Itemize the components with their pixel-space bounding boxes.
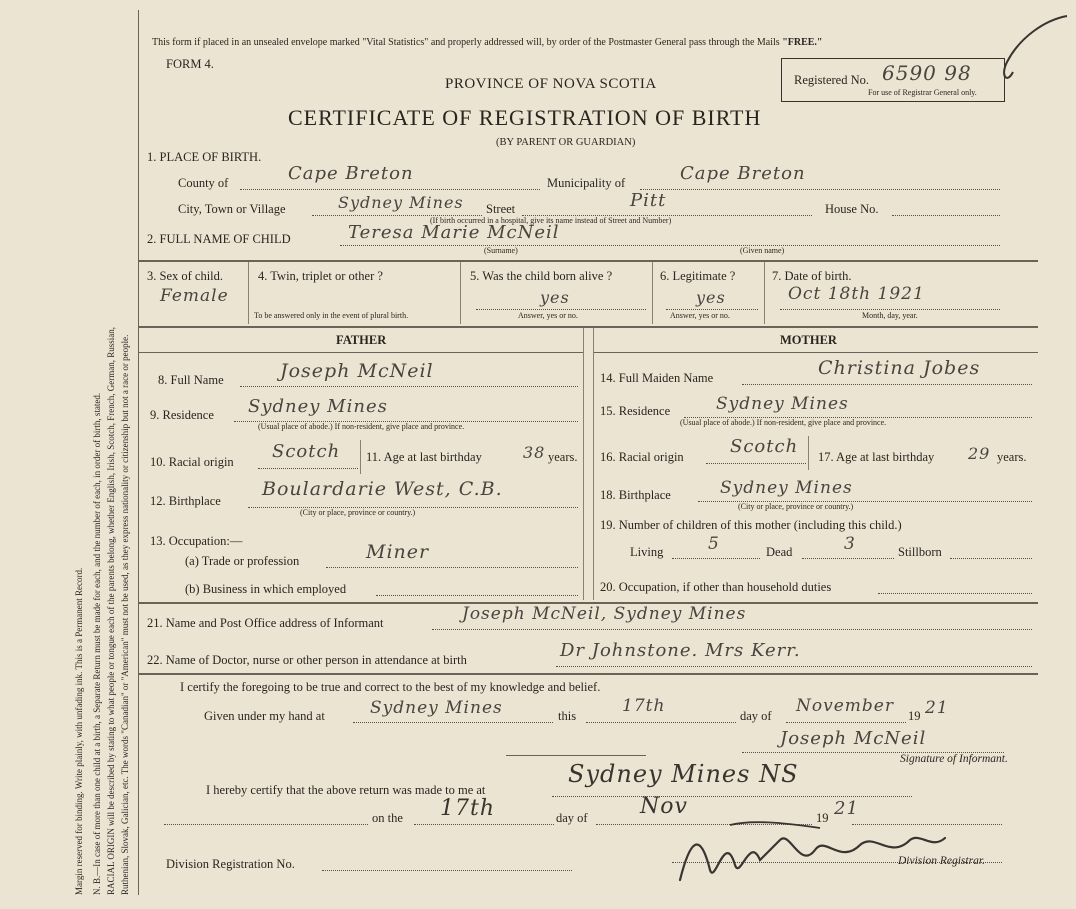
rule-row3-top: [138, 260, 1038, 262]
father-age-divider: [360, 440, 361, 474]
dead-line: [802, 558, 894, 559]
father-residence-note: (Usual place of abode.) If non-resident, give place and province.: [258, 422, 465, 431]
registered-label: Registered No.: [794, 73, 869, 87]
doctor-line: [556, 666, 1032, 667]
mother-occupation-label: 20. Occupation, if other than household duties: [600, 580, 832, 594]
alive-line: [476, 309, 646, 310]
given-name-note: (Given name): [740, 246, 785, 255]
informant-label: 21. Name and Post Office address of Informant: [147, 616, 384, 630]
registrar-signature-mark: [670, 810, 960, 895]
on-the-lead-line: [164, 824, 368, 825]
children-count-label: 19. Number of children of this mother (including this child.): [600, 518, 902, 532]
place-of-birth-label: 1. PLACE OF BIRTH.: [147, 150, 262, 164]
sex-label: 3. Sex of child.: [147, 269, 224, 283]
father-racial-label: 10. Racial origin: [150, 455, 234, 469]
municipality-value: Cape Breton: [680, 163, 806, 184]
registrar-day-value: 17th: [440, 796, 496, 821]
stillborn-label: Stillborn: [898, 545, 942, 559]
father-birthplace-label: 12. Birthplace: [150, 494, 221, 508]
occupation-label: 13. Occupation:—: [150, 534, 243, 548]
certify-day-line: [586, 722, 736, 723]
mother-occupation-line: [878, 593, 1032, 594]
city-value: Sydney Mines: [338, 193, 464, 212]
mother-name-label: 14. Full Maiden Name: [600, 371, 714, 385]
father-years-label: years.: [548, 450, 578, 464]
registrar-statement: I hereby certify that the above return was made to me at: [206, 783, 486, 797]
municipality-label: Municipality of: [547, 176, 626, 190]
mother-heading-rule: [593, 352, 1038, 353]
margin-note-1: Margin reserved for binding. Write plainly, with unfading ink. This is a Permanent Record.: [74, 567, 84, 895]
divider-1: [248, 262, 249, 324]
child-name-value: Teresa Marie McNeil: [348, 222, 560, 243]
father-name-value: Joseph McNeil: [280, 360, 434, 382]
this-label: this: [558, 709, 577, 723]
hospital-note: (If birth occurred in a hospital, give its name instead of Street and Number): [430, 216, 672, 225]
mother-age-label: 17. Age at last birthday: [818, 450, 935, 464]
certify-year-value: 21: [925, 698, 949, 718]
legitimate-line: [666, 309, 758, 310]
father-racial-value: Scotch: [272, 441, 341, 462]
alive-note: Answer, yes or no.: [518, 311, 578, 320]
county-label: County of: [178, 176, 229, 190]
trade-value: Miner: [366, 541, 430, 563]
mother-racial-line: [706, 463, 806, 464]
divider-4: [764, 262, 765, 324]
binding-margin-line: [138, 10, 139, 895]
father-age-label: 11. Age at last birthday: [366, 450, 482, 464]
house-line: [892, 215, 1000, 216]
mother-residence-value: Sydney Mines: [716, 394, 849, 414]
division-registration-label: Division Registration No.: [166, 857, 295, 871]
on-the-label: on the: [372, 811, 403, 825]
date-label: 7. Date of birth.: [772, 269, 852, 283]
certify-day-of-label: day of: [740, 709, 772, 723]
division-registration-line: [322, 870, 572, 871]
given-place-line: [353, 722, 553, 723]
father-age-value: 38: [523, 443, 546, 462]
division-registrar-label: Division Registrar.: [898, 855, 985, 867]
registrar-place-line: [552, 796, 912, 797]
province-heading: PROVINCE OF NOVA SCOTIA: [445, 76, 657, 92]
mother-column-left: [593, 328, 594, 600]
registrar-year-prefix: 19: [816, 811, 829, 825]
certify-statement: I certify the foregoing to be true and correct to the best of my knowledge and belief.: [180, 680, 601, 694]
trade-line: [326, 567, 578, 568]
margin-note-4: Ruthenian, Slovak, Galician, etc. The words "Canadian" or "American" must not be used, as they express nationality or citizenship but not a race or people.: [120, 334, 130, 895]
father-heading-rule: [138, 352, 583, 353]
street-label: Street: [486, 202, 516, 216]
certify-month-line: [786, 722, 906, 723]
municipality-line: [640, 189, 1000, 190]
mother-racial-label: 16. Racial origin: [600, 450, 684, 464]
living-label: Living: [630, 545, 664, 559]
date-note: Month, day, year.: [862, 311, 918, 320]
father-residence-label: 9. Residence: [150, 408, 214, 422]
divider-3: [652, 262, 653, 324]
father-birthplace-note: (City or place, province or country.): [300, 508, 416, 517]
signature-label: Signature of Informant.: [900, 753, 1008, 765]
registrar-day-of-label: day of: [556, 811, 588, 825]
given-under-label: Given under my hand at: [204, 709, 325, 723]
given-place-value: Sydney Mines: [370, 698, 503, 718]
alive-label: 5. Was the child born alive ?: [470, 269, 613, 283]
certify-day-value: 17th: [622, 696, 666, 716]
registrar-day-line: [414, 824, 554, 825]
registered-box: [781, 58, 1005, 102]
child-name-line: [340, 245, 1000, 246]
date-value: Oct 18th 1921: [788, 284, 925, 304]
informant-line: [432, 629, 1032, 630]
sex-value: Female: [160, 286, 229, 306]
mother-residence-note: (Usual place of abode.) If non-resident, give place and province.: [680, 418, 887, 427]
margin-note-3: RACIAL ORIGIN will be described by stating to what people or tongue each of the parents belong, whether English, Irish, Scotch, French, German, Russian,: [106, 326, 116, 895]
surname-note: (Surname): [484, 246, 518, 255]
informant-signature: Joseph McNeil: [780, 728, 927, 749]
short-rule: [506, 755, 646, 756]
mother-age-value: 29: [968, 444, 991, 463]
legitimate-label: 6. Legitimate ?: [660, 269, 736, 283]
corner-mark: [985, 12, 1075, 92]
mother-heading: MOTHER: [780, 333, 837, 347]
child-name-label: 2. FULL NAME OF CHILD: [147, 232, 291, 246]
registered-note: For use of Registrar General only.: [868, 88, 977, 97]
father-name-line: [240, 386, 578, 387]
county-line: [240, 189, 540, 190]
mother-residence-label: 15. Residence: [600, 404, 671, 418]
mother-name-line: [742, 384, 1032, 385]
business-line: [376, 595, 578, 596]
registered-number: 6590 98: [882, 61, 972, 85]
twin-note: To be answered only in the event of plural birth.: [254, 311, 409, 320]
postal-note: This form if placed in an unsealed envelope marked "Vital Statistics" and properly addressed will, by order of the Postmaster General pass through the Mails "FREE.": [152, 37, 823, 48]
dead-value: 3: [844, 534, 856, 554]
father-column-right: [583, 328, 584, 600]
mother-years-label: years.: [997, 450, 1027, 464]
legitimate-note: Answer, yes or no.: [670, 311, 730, 320]
margin-note-2: N. B.—In case of more than one child at a birth, a Separate Return must be made for each, and the number of each, in order of birth, stated.: [92, 392, 102, 895]
informant-value: Joseph McNeil, Sydney Mines: [462, 604, 747, 624]
rule-certify-top: [138, 673, 1038, 675]
date-line: [780, 309, 1000, 310]
mother-birthplace-value: Sydney Mines: [720, 478, 853, 498]
trade-label: (a) Trade or profession: [185, 554, 300, 568]
house-label: House No.: [825, 202, 879, 216]
certify-month-value: November: [796, 696, 894, 716]
divider-2: [460, 262, 461, 324]
business-label: (b) Business in which employed: [185, 582, 347, 596]
legitimate-value: yes: [696, 288, 726, 307]
certificate-subtitle: (BY PARENT OR GUARDIAN): [496, 137, 636, 148]
alive-value: yes: [540, 288, 570, 307]
registrar-month-value: Nov: [640, 794, 688, 819]
father-name-label: 8. Full Name: [158, 373, 224, 387]
certify-year-prefix: 19: [908, 709, 921, 723]
dead-label: Dead: [766, 545, 793, 559]
doctor-label: 22. Name of Doctor, nurse or other person in attendance at birth: [147, 653, 467, 667]
living-line: [672, 558, 760, 559]
mother-age-divider: [808, 436, 809, 470]
registrar-place-value: Sydney Mines NS: [568, 760, 799, 788]
rule-row3-bottom: [138, 326, 1038, 328]
county-value: Cape Breton: [288, 163, 414, 184]
street-value: Pitt: [630, 190, 667, 211]
mother-name-value: Christina Jobes: [818, 357, 981, 379]
registrar-year-value: 21: [834, 798, 859, 819]
certificate-title: CERTIFICATE OF REGISTRATION OF BIRTH: [288, 105, 762, 130]
stillborn-line: [950, 558, 1032, 559]
doctor-value: Dr Johnstone. Mrs Kerr.: [560, 640, 801, 661]
mother-birthplace-label: 18. Birthplace: [600, 488, 671, 502]
father-residence-value: Sydney Mines: [248, 396, 388, 417]
city-label: City, Town or Village: [178, 202, 286, 216]
mother-birthplace-note: (City or place, province or country.): [738, 502, 854, 511]
living-value: 5: [708, 534, 720, 554]
form-number: FORM 4.: [166, 57, 214, 71]
mother-racial-value: Scotch: [730, 436, 799, 457]
father-racial-line: [258, 468, 358, 469]
twin-label: 4. Twin, triplet or other ?: [258, 269, 383, 283]
father-birthplace-value: Boulardarie West, C.B.: [262, 478, 503, 500]
father-heading: FATHER: [336, 333, 387, 347]
